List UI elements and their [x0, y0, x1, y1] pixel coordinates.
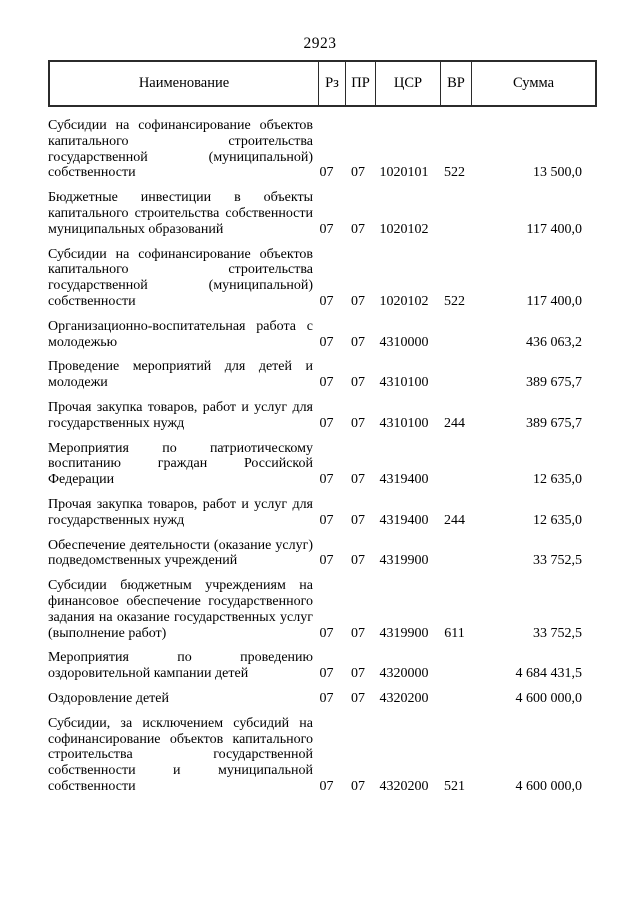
cell-rz: 07: [319, 165, 334, 181]
cell-rz: 07: [319, 334, 334, 350]
column-header-vr: ВР: [440, 62, 471, 105]
budget-table: [48, 60, 597, 804]
cell-rz: 07: [319, 293, 334, 309]
cell-pr: 07: [351, 472, 365, 488]
cell-summa: 389 675,7: [526, 415, 582, 431]
cell-summa: 4 600 000,0: [515, 778, 582, 794]
cell-name: Прочая закупка товаров, работ и услуг для государственных нужд: [48, 399, 313, 431]
cell-csr: 4319900: [379, 625, 429, 641]
cell-rz: 07: [319, 690, 334, 706]
cell-pr: 07: [351, 415, 365, 431]
cell-name: Мероприятия по патриотическому воспитанию граждан Российской Федерации: [48, 440, 313, 488]
cell-vr: 522: [444, 293, 465, 309]
cell-vr: 244: [444, 512, 465, 528]
cell-name: Оздоровление детей: [48, 690, 169, 706]
cell-rz: 07: [319, 666, 334, 682]
cell-pr: 07: [351, 625, 365, 641]
cell-pr: 07: [351, 778, 365, 794]
cell-csr: 4310100: [379, 415, 429, 431]
table-row: [48, 400, 597, 432]
cell-name: Прочая закупка товаров, работ и услуг для государственных нужд: [48, 496, 313, 528]
cell-pr: 07: [351, 375, 365, 391]
cell-rz: 07: [319, 415, 334, 431]
table-row: [48, 716, 597, 795]
cell-pr: 07: [351, 165, 365, 181]
cell-csr: 4319400: [379, 512, 429, 528]
cell-name: Субсидии бюджетным учреждениям на финансовое обеспечение государственного задания на оказание государственных услуг (выполнение работ): [48, 578, 313, 641]
table-row: [48, 190, 597, 237]
table-row: [48, 359, 597, 391]
cell-csr: 4310100: [379, 375, 429, 391]
cell-vr: 522: [444, 165, 465, 181]
cell-csr: 1020101: [379, 165, 429, 181]
cell-vr: 611: [444, 625, 465, 641]
table-row: [48, 247, 597, 310]
table-row: [48, 441, 597, 488]
cell-csr: 1020102: [379, 221, 429, 237]
cell-summa: 13 500,0: [533, 165, 582, 181]
cell-name: Обеспечение деятельности (оказание услуг) подведомственных учреждений: [48, 537, 313, 569]
table-row: [48, 691, 597, 707]
cell-pr: 07: [351, 293, 365, 309]
cell-rz: 07: [319, 512, 334, 528]
column-header-rz: Рз: [318, 62, 345, 105]
cell-name: Субсидии, за исключением субсидий на софинансирование объектов капитального строительства государственной собственности и муниципальной собственности: [48, 715, 313, 794]
column-header-csr: ЦСР: [375, 62, 440, 105]
cell-pr: 07: [351, 221, 365, 237]
cell-csr: 4320200: [379, 778, 429, 794]
cell-name: Мероприятия по проведению оздоровительной кампании детей: [48, 650, 313, 682]
cell-summa: 12 635,0: [533, 512, 582, 528]
cell-csr: 4319900: [379, 553, 429, 569]
cell-name: Проведение мероприятий для детей и молодежи: [48, 359, 313, 391]
cell-name: Организационно-воспитательная работа с молодежью: [48, 318, 313, 350]
table-header-row: [48, 60, 597, 107]
table-body: [48, 118, 597, 795]
cell-summa: 33 752,5: [533, 625, 582, 641]
cell-csr: 4320200: [379, 690, 429, 706]
page-number: 2923: [303, 35, 337, 52]
cell-pr: 07: [351, 512, 365, 528]
cell-rz: 07: [319, 375, 334, 391]
cell-name: Субсидии на софинансирование объектов капитального строительства государственной (муниципальной) собственности: [48, 118, 313, 181]
table-row: [48, 538, 597, 570]
cell-csr: 4319400: [379, 472, 429, 488]
cell-vr: 521: [444, 778, 465, 794]
cell-rz: 07: [319, 778, 334, 794]
cell-pr: 07: [351, 553, 365, 569]
cell-summa: 4 600 000,0: [515, 690, 582, 706]
column-header-name: Наименование: [138, 75, 230, 91]
table-row: [48, 650, 597, 682]
cell-vr: 244: [444, 415, 465, 431]
cell-rz: 07: [319, 553, 334, 569]
cell-pr: 07: [351, 334, 365, 350]
cell-rz: 07: [319, 221, 334, 237]
cell-csr: 4320000: [379, 666, 429, 682]
cell-name: Бюджетные инвестиции в объекты капитального строительства собственности муниципальных образований: [48, 190, 313, 237]
table-row: [48, 578, 597, 641]
table-row: [48, 319, 597, 351]
cell-pr: 07: [351, 666, 365, 682]
cell-csr: 1020102: [379, 293, 429, 309]
cell-rz: 07: [319, 472, 334, 488]
cell-summa: 4 684 431,5: [515, 666, 582, 682]
table-row: [48, 497, 597, 529]
cell-summa: 436 063,2: [526, 334, 582, 350]
cell-pr: 07: [351, 690, 365, 706]
column-header-pr: ПР: [345, 62, 375, 105]
table-row: [48, 118, 597, 181]
cell-rz: 07: [319, 625, 334, 641]
cell-summa: 117 400,0: [526, 221, 582, 237]
column-header-summa: Сумма: [471, 62, 595, 105]
cell-name: Субсидии на софинансирование объектов капитального строительства государственной (муниципальной) собственности: [48, 246, 313, 309]
cell-csr: 4310000: [379, 334, 429, 350]
cell-summa: 389 675,7: [526, 375, 582, 391]
cell-summa: 12 635,0: [533, 472, 582, 488]
cell-summa: 117 400,0: [526, 293, 582, 309]
cell-summa: 33 752,5: [533, 553, 582, 569]
